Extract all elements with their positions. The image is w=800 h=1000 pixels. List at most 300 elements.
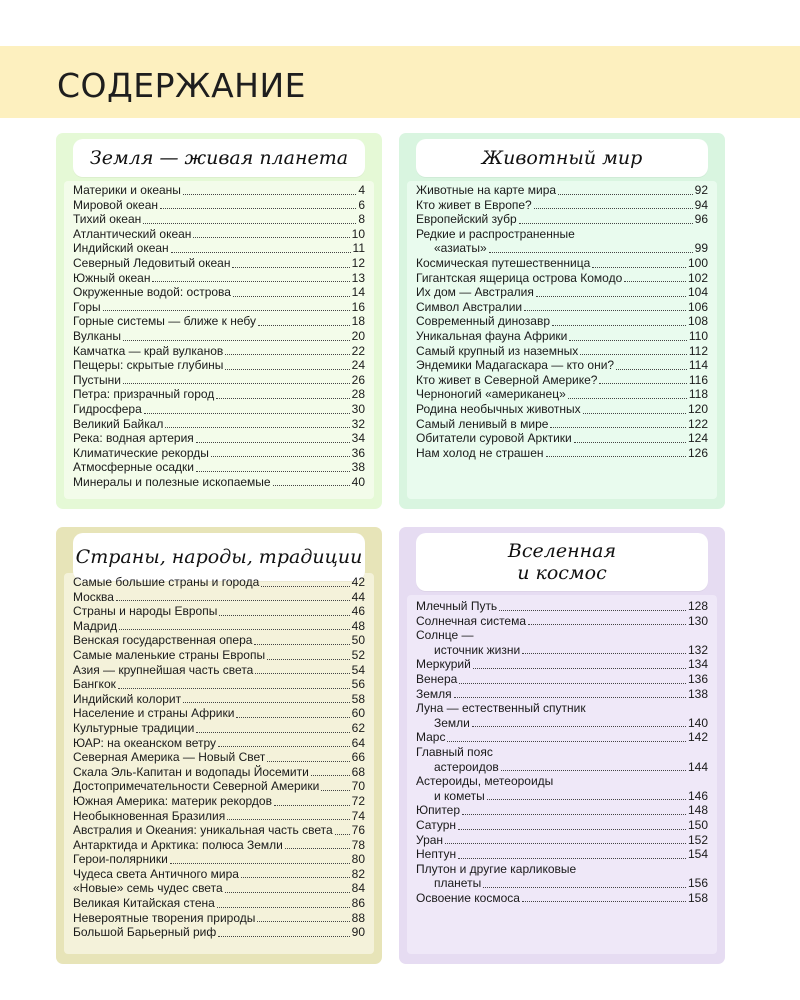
dot-leader xyxy=(196,471,350,472)
dot-leader xyxy=(536,296,686,297)
toc-entry-label: Плутон и другие карликовые xyxy=(416,861,577,876)
toc-entry-page: 12 xyxy=(351,255,365,270)
toc-entry[interactable] xyxy=(73,198,365,213)
toc-entry-label: Река: водная артерия xyxy=(73,431,194,446)
toc-entry-label-continued: и кометы xyxy=(434,788,485,803)
dot-leader xyxy=(550,427,686,428)
toc-entry-label: Солнце — xyxy=(416,628,474,643)
dot-leader xyxy=(473,668,686,669)
toc-entry[interactable] xyxy=(73,663,365,678)
toc-entry-page: 82 xyxy=(351,866,365,881)
dot-leader xyxy=(211,456,350,457)
toc-entry[interactable] xyxy=(73,358,365,373)
section-earth xyxy=(56,133,382,509)
toc-entry-page: 130 xyxy=(687,613,708,628)
dot-leader xyxy=(519,223,693,224)
toc-entry-page: 72 xyxy=(351,793,365,808)
toc-entry-page: 138 xyxy=(687,686,708,701)
toc-entry-page: 112 xyxy=(688,343,708,358)
toc-entry[interactable] xyxy=(73,227,365,242)
dot-leader xyxy=(462,814,686,815)
toc-entry-page: 90 xyxy=(351,925,365,940)
toc-entry-page: 58 xyxy=(351,691,365,706)
toc-entry-page: 26 xyxy=(351,372,365,387)
toc-entry[interactable] xyxy=(73,241,365,256)
dot-leader xyxy=(522,653,686,654)
toc-entry-label-continued: «азиаты» xyxy=(434,241,487,256)
toc-entry[interactable] xyxy=(416,431,708,446)
toc-entry[interactable] xyxy=(416,774,708,803)
toc-entry[interactable] xyxy=(416,614,708,629)
toc-entry-page: 32 xyxy=(351,416,365,431)
toc-entry-label: Солнечная система xyxy=(416,613,527,628)
dot-leader xyxy=(103,310,350,311)
toc-entry-label: Гидросфера xyxy=(73,401,142,416)
toc-entry-label: Северный Ледовитый океан xyxy=(73,255,231,270)
dot-leader xyxy=(143,223,356,224)
toc-entry-label: Освоение космоса xyxy=(416,890,520,905)
dot-leader xyxy=(232,267,349,268)
toc-entry[interactable] xyxy=(416,358,708,373)
section-animals xyxy=(399,133,725,509)
toc-entry-label: Сатурн xyxy=(416,817,457,832)
toc-entry[interactable] xyxy=(416,687,708,702)
toc-entry[interactable] xyxy=(416,730,708,745)
toc-entry-page: 20 xyxy=(351,328,365,343)
toc-entry[interactable] xyxy=(416,227,708,256)
toc-entry[interactable] xyxy=(73,881,365,896)
toc-entry-label: Атлантический океан xyxy=(73,226,192,241)
dot-leader xyxy=(454,697,686,698)
toc-list xyxy=(73,183,365,489)
section-universe xyxy=(399,527,725,964)
toc-entry[interactable] xyxy=(416,271,708,286)
toc-entry[interactable] xyxy=(416,402,708,417)
dot-leader xyxy=(524,310,686,311)
dot-leader xyxy=(311,775,350,776)
dot-leader xyxy=(183,702,350,703)
toc-entry-page: 80 xyxy=(351,852,365,867)
toc-entry-label-continued: Земли xyxy=(434,715,470,730)
dot-leader xyxy=(257,921,349,922)
toc-entry[interactable] xyxy=(416,862,708,891)
toc-entry[interactable] xyxy=(73,314,365,329)
toc-entry-page: 92 xyxy=(694,183,708,197)
toc-entry-label: Кто живет в Северной Америке? xyxy=(416,372,598,387)
dot-leader xyxy=(165,427,349,428)
toc-entry-page: 144 xyxy=(687,759,708,774)
toc-entry-label-continued: планеты xyxy=(434,876,482,891)
dot-leader xyxy=(489,252,693,253)
toc-entry-label: Атмосферные осадки xyxy=(73,460,194,475)
toc-entry-label: Москва xyxy=(73,589,114,604)
toc-entry-label: Кто живет в Европе? xyxy=(416,197,532,212)
toc-entry[interactable] xyxy=(73,765,365,780)
dot-leader xyxy=(118,688,350,689)
toc-entry-label: ЮАР: на океанском ветру xyxy=(73,735,216,750)
section-title: Земля — живая планета xyxy=(89,147,349,169)
toc-entry-label: Пустыни xyxy=(73,372,121,387)
toc-entry[interactable] xyxy=(416,256,708,271)
toc-list xyxy=(73,575,365,940)
toc-entry-label: Самый ленивый в мире xyxy=(416,416,549,431)
toc-entry-label: Скала Эль-Капитан и водопады Йосемити xyxy=(73,764,309,779)
toc-entry-label: Австралия и Океания: уникальная часть света xyxy=(73,823,333,838)
toc-entry-label-continued: астероидов xyxy=(434,759,499,774)
toc-entry-page: 6 xyxy=(358,197,365,212)
toc-entry-page: 22 xyxy=(351,343,365,358)
toc-entry[interactable] xyxy=(73,402,365,417)
toc-entry[interactable] xyxy=(73,838,365,853)
toc-entry-label: Обитатели суровой Арктики xyxy=(416,431,572,446)
dot-leader xyxy=(267,659,350,660)
toc-entry[interactable] xyxy=(73,867,365,882)
toc-entry[interactable] xyxy=(416,818,708,833)
toc-entry[interactable] xyxy=(73,706,365,721)
toc-entry[interactable] xyxy=(416,183,708,198)
toc-entry-label: Чудеса света Античного мира xyxy=(73,866,239,881)
toc-entry[interactable] xyxy=(73,285,365,300)
toc-entry-label: Невероятные творения природы xyxy=(73,910,256,925)
dot-leader xyxy=(119,629,349,630)
dot-leader xyxy=(285,848,350,849)
dot-leader xyxy=(225,892,350,893)
toc-entry-label: Южная Америка: материк рекордов xyxy=(73,793,272,808)
toc-entry-page: 62 xyxy=(351,720,365,735)
dot-leader xyxy=(258,325,350,326)
toc-entry[interactable] xyxy=(73,750,365,765)
toc-entry-label: Мировой океан xyxy=(73,197,159,212)
section-title: Вселенная и космос xyxy=(507,540,617,584)
toc-entry[interactable] xyxy=(73,604,365,619)
toc-entry-label: Животные на карте мира xyxy=(416,183,557,197)
toc-entry-page: 36 xyxy=(351,445,365,460)
toc-entry[interactable] xyxy=(416,833,708,848)
toc-entry[interactable] xyxy=(416,300,708,315)
dot-leader xyxy=(217,907,350,908)
section-title-card xyxy=(73,533,365,581)
toc-entry-page: 124 xyxy=(687,431,708,446)
toc-entry-page: 13 xyxy=(351,270,365,285)
toc-entry[interactable] xyxy=(416,329,708,344)
toc-entry[interactable] xyxy=(416,745,708,774)
dot-leader xyxy=(218,936,349,937)
dot-leader xyxy=(241,877,350,878)
toc-entry[interactable] xyxy=(73,300,365,315)
toc-entry-page: 42 xyxy=(351,575,365,589)
toc-entry-label: Индийский колорит xyxy=(73,691,182,706)
toc-entry[interactable] xyxy=(73,721,365,736)
toc-entry-label: Климатические рекорды xyxy=(73,445,209,460)
toc-entry[interactable] xyxy=(416,446,708,461)
toc-entry-page: 146 xyxy=(687,788,708,803)
toc-entry[interactable] xyxy=(416,417,708,432)
toc-entry-label: Северная Америка — Новый Свет xyxy=(73,750,266,765)
toc-entry-page: 14 xyxy=(351,285,365,300)
toc-entry-label: Земля xyxy=(416,686,452,701)
toc-entry[interactable] xyxy=(416,344,708,359)
dot-leader xyxy=(483,887,686,888)
toc-entry-page: 94 xyxy=(694,197,708,212)
dot-leader xyxy=(528,624,686,625)
toc-entry-label: Символ Австралии xyxy=(416,299,523,314)
toc-entry[interactable] xyxy=(73,271,365,286)
toc-entry-page: 150 xyxy=(687,817,708,832)
toc-entry-page: 10 xyxy=(351,226,365,241)
toc-entry-page: 120 xyxy=(687,401,708,416)
toc-entry-label: Мадрид xyxy=(73,618,118,633)
toc-entry-page: 100 xyxy=(687,255,708,270)
dot-leader xyxy=(218,746,350,747)
toc-entry[interactable] xyxy=(73,794,365,809)
toc-entry-page: 142 xyxy=(687,730,708,745)
toc-entry-label: Петра: призрачный город xyxy=(73,387,215,402)
toc-entry[interactable] xyxy=(416,628,708,657)
toc-entry[interactable] xyxy=(73,344,365,359)
toc-entry-label: Эндемики Мадагаскара — кто они? xyxy=(416,358,615,373)
toc-entry[interactable] xyxy=(416,803,708,818)
toc-entry-page: 116 xyxy=(688,372,708,387)
dot-leader xyxy=(599,383,686,384)
toc-entry-page: 108 xyxy=(687,314,708,329)
toc-entry-page: 84 xyxy=(351,881,365,896)
toc-entry[interactable] xyxy=(73,329,365,344)
dot-leader xyxy=(616,369,687,370)
toc-entry-label: Самые маленькие страны Европы xyxy=(73,647,266,662)
toc-entry-page: 88 xyxy=(351,910,365,925)
section-title: Животный мир xyxy=(481,147,643,169)
toc-entry-label: Азия — крупнейшая часть света xyxy=(73,662,254,677)
toc-entry-page: 114 xyxy=(688,358,708,373)
toc-entry[interactable] xyxy=(73,256,365,271)
toc-entry-label: Культурные традиции xyxy=(73,720,195,735)
toc-entry-label: Уникальная фауна Африки xyxy=(416,328,568,343)
toc-entry-label: Страны и народы Европы xyxy=(73,604,218,619)
toc-entry[interactable] xyxy=(73,677,365,692)
toc-entry-page: 78 xyxy=(351,837,365,852)
toc-entry-page: 66 xyxy=(351,750,365,765)
toc-entry[interactable] xyxy=(73,183,365,198)
toc-entry[interactable] xyxy=(73,925,365,940)
toc-entry-page: 48 xyxy=(351,618,365,633)
toc-entry[interactable] xyxy=(73,736,365,751)
toc-entry[interactable] xyxy=(73,648,365,663)
toc-entry[interactable] xyxy=(416,387,708,402)
toc-entry-label: Венера xyxy=(416,671,458,686)
toc-entry[interactable] xyxy=(73,387,365,402)
toc-entry-label: Материки и океаны xyxy=(73,183,181,197)
dot-leader xyxy=(123,383,350,384)
toc-entry-label: Антарктида и Арктика: полюса Земли xyxy=(73,837,283,852)
toc-entry-label: Вулканы xyxy=(73,328,122,343)
dot-leader xyxy=(183,194,356,195)
dot-leader xyxy=(233,296,350,297)
dot-leader xyxy=(116,600,350,601)
toc-entry-page: 11 xyxy=(352,241,365,256)
toc-entry[interactable] xyxy=(73,575,365,590)
toc-entry-label: Гигантская ящерица острова Комодо xyxy=(416,270,623,285)
toc-entry-page: 46 xyxy=(351,604,365,619)
toc-entry-label: Бангкок xyxy=(73,677,116,692)
toc-entry[interactable] xyxy=(73,692,365,707)
toc-entry-page: 140 xyxy=(687,715,708,730)
toc-entry-label: Горы xyxy=(73,299,101,314)
dot-leader xyxy=(522,901,686,902)
toc-entry[interactable] xyxy=(73,823,365,838)
toc-entry-page: 28 xyxy=(351,387,365,402)
dot-leader xyxy=(447,741,685,742)
toc-entry-label: Тихий океан xyxy=(73,212,142,227)
toc-entry-label: Уран xyxy=(416,832,444,847)
dot-leader xyxy=(171,252,351,253)
toc-entry[interactable] xyxy=(416,672,708,687)
toc-entry-label: Нептун xyxy=(416,847,457,862)
toc-list xyxy=(416,599,708,905)
toc-entry-page: 136 xyxy=(687,671,708,686)
toc-entry[interactable] xyxy=(416,701,708,730)
toc-entry-label: Их дом — Австралия xyxy=(416,285,534,300)
toc-entry-page: 148 xyxy=(687,803,708,818)
dot-leader xyxy=(254,644,349,645)
dot-leader xyxy=(196,732,349,733)
dot-leader xyxy=(273,485,350,486)
dot-leader xyxy=(152,281,349,282)
dot-leader xyxy=(193,237,349,238)
toc-entry-page: 118 xyxy=(688,387,708,402)
toc-entry-page: 74 xyxy=(351,808,365,823)
toc-entry[interactable] xyxy=(73,417,365,432)
toc-entry-page: 44 xyxy=(351,589,365,604)
toc-entry[interactable] xyxy=(73,475,365,490)
section-countries xyxy=(56,527,382,964)
toc-entry-label: Пещеры: скрытые глубины xyxy=(73,358,224,373)
dot-leader xyxy=(261,586,349,587)
toc-entry-page: 18 xyxy=(351,314,365,329)
toc-entry-label: Юпитер xyxy=(416,803,461,818)
toc-entry-label-continued: источник жизни xyxy=(434,642,521,657)
toc-entry-label: Родина необычных животных xyxy=(416,401,581,416)
toc-entry-label: Черноногий «американец» xyxy=(416,387,566,402)
toc-entry-page: 152 xyxy=(687,832,708,847)
toc-entry-label: Южный океан xyxy=(73,270,151,285)
toc-entry-page: 106 xyxy=(687,299,708,314)
toc-entry[interactable] xyxy=(416,373,708,388)
toc-entry-label: Великая Китайская стена xyxy=(73,896,215,911)
dot-leader xyxy=(569,340,686,341)
toc-entry[interactable] xyxy=(73,619,365,634)
toc-entry-label: Млечный Путь xyxy=(416,599,498,613)
dot-leader xyxy=(546,456,686,457)
toc-entry-label: Луна — естественный спутник xyxy=(416,701,586,716)
dot-leader xyxy=(459,683,686,684)
toc-entry[interactable] xyxy=(73,896,365,911)
toc-entry-page: 158 xyxy=(687,890,708,905)
toc-entry-page: 70 xyxy=(351,779,365,794)
toc-entry[interactable] xyxy=(73,911,365,926)
dot-leader xyxy=(568,398,687,399)
toc-entry[interactable] xyxy=(73,852,365,867)
section-title-card xyxy=(73,139,365,177)
toc-entry-label: Современный динозавр xyxy=(416,314,550,329)
toc-entry[interactable] xyxy=(73,460,365,475)
toc-entry[interactable] xyxy=(73,633,365,648)
dot-leader xyxy=(123,340,350,341)
dot-leader xyxy=(144,413,350,414)
toc-entry[interactable] xyxy=(416,891,708,906)
toc-entry[interactable] xyxy=(73,212,365,227)
dot-leader xyxy=(499,610,686,611)
toc-entry[interactable] xyxy=(73,809,365,824)
dot-leader xyxy=(472,726,686,727)
toc-entry[interactable] xyxy=(416,285,708,300)
toc-entry-page: 110 xyxy=(688,328,708,343)
toc-entry-label: Большой Барьерный риф xyxy=(73,925,217,940)
toc-entry-page: 99 xyxy=(694,241,708,256)
toc-entry[interactable] xyxy=(73,373,365,388)
dot-leader xyxy=(170,863,350,864)
toc-entry-page: 68 xyxy=(351,764,365,779)
toc-entry-page: 38 xyxy=(351,460,365,475)
toc-entry[interactable] xyxy=(416,847,708,862)
toc-entry-label: Марс xyxy=(416,730,446,745)
section-title-card xyxy=(416,533,708,591)
toc-entry-label: Герои-полярники xyxy=(73,852,168,867)
toc-entry-label: Достопримечательности Северной Америки xyxy=(73,779,320,794)
toc-entry-page: 24 xyxy=(351,358,365,373)
toc-entry[interactable] xyxy=(73,590,365,605)
dot-leader xyxy=(534,208,693,209)
toc-entry[interactable] xyxy=(73,446,365,461)
dot-leader xyxy=(216,398,349,399)
dot-leader xyxy=(225,369,349,370)
page-title: СОДЕРЖАНИЕ xyxy=(57,66,307,105)
toc-entry[interactable] xyxy=(416,198,708,213)
toc-entry-page: 128 xyxy=(687,599,708,613)
dot-leader xyxy=(236,717,349,718)
section-title: Страны, народы, традиции xyxy=(75,546,363,568)
dot-leader xyxy=(160,208,356,209)
toc-entry-label: Минералы и полезные ископаемые xyxy=(73,474,271,489)
toc-entry-page: 56 xyxy=(351,677,365,692)
toc-entry[interactable] xyxy=(73,779,365,794)
toc-entry-label: Великий Байкал xyxy=(73,416,164,431)
toc-entry[interactable] xyxy=(73,431,365,446)
toc-entry-page: 156 xyxy=(687,876,708,891)
toc-entry-label: «Новые» семь чудес света xyxy=(73,881,223,896)
dot-leader xyxy=(227,819,349,820)
dot-leader xyxy=(267,761,349,762)
toc-entry[interactable] xyxy=(416,212,708,227)
toc-entry-page: 60 xyxy=(351,706,365,721)
toc-entry-page: 64 xyxy=(351,735,365,750)
toc-entry-page: 104 xyxy=(687,285,708,300)
toc-entry-label: Главный пояс xyxy=(416,744,493,759)
toc-entry[interactable] xyxy=(416,657,708,672)
dot-leader xyxy=(574,442,686,443)
toc-entry-page: 50 xyxy=(351,633,365,648)
toc-entry-page: 8 xyxy=(358,212,365,227)
toc-entry-label: Необыкновенная Бразилия xyxy=(73,808,226,823)
toc-entry-page: 132 xyxy=(687,642,708,657)
toc-entry-label: Венская государственная опера xyxy=(73,633,253,648)
toc-entry-label: Горные системы — ближе к небу xyxy=(73,314,257,329)
toc-entry-page: 122 xyxy=(687,416,708,431)
toc-entry-label: Камчатка — край вулканов xyxy=(73,343,224,358)
toc-entry-page: 40 xyxy=(351,474,365,489)
toc-entry[interactable] xyxy=(416,314,708,329)
toc-entry-page: 30 xyxy=(351,401,365,416)
toc-entry[interactable] xyxy=(416,599,708,614)
